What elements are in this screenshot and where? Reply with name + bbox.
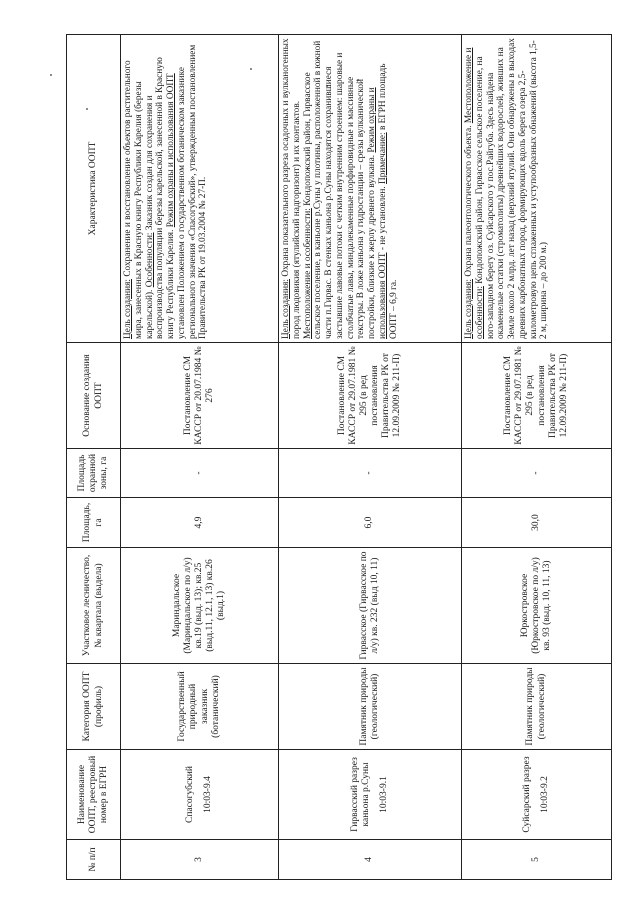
oopt-area: 6,0: [279, 498, 462, 548]
oopt-area: 4,9: [121, 498, 279, 548]
oopt-basis: Постановление СМ КАССР от 20.07.1984 № 276: [121, 343, 279, 449]
header-buffer: Площадь охранной зоны, га: [67, 449, 121, 498]
header-forestry: Участковое лесничество, № квартала (выдела): [67, 548, 121, 664]
header-description: Характеристика ООПТ: [67, 35, 121, 343]
oopt-registry-number: 10:03-9.2: [540, 776, 550, 813]
header-row: [67, 35, 121, 880]
row-number: 5: [462, 840, 612, 880]
oopt-registry-number: 10:03-9.1: [379, 776, 389, 813]
oopt-name: Спасогубский: [184, 766, 195, 823]
desc-label: Цель создания:: [464, 279, 474, 339]
desc-text: Охрана палеонтологического объекта.: [464, 125, 474, 279]
oopt-name: Суйсарский разрез: [521, 756, 532, 833]
oopt-forestry: Гирвасское (Гирвасское по л/у) кв. 232 (выд 10, 11): [279, 548, 462, 664]
desc-text: в ЕГРН площадь ООПТ – 6,9 га.: [378, 63, 399, 339]
row-number: 4: [279, 840, 462, 880]
desc-text: Охрана показательного разреза осадочных и вулканогенных пород людовикия (ятулийский надгоризонт) и их контактов.: [281, 38, 302, 339]
row-number: 3: [121, 840, 279, 880]
header-num: № п/п: [67, 840, 121, 880]
header-basis: Основание создания ООПТ: [67, 343, 121, 449]
oopt-registry-number: 10:03-9.4: [203, 776, 213, 813]
desc-label: Режим охраны и использования ООПТ: [166, 73, 177, 228]
oopt-table-rotated: [66, 35, 611, 880]
desc-text: Кондопожский район, Гирвасское сельское поселение, в каньоне р.Суны у плотины, расположенной в южной части п.Гирвас. В стенках каньона р.Суны находятся сохранившиеся застывшие лавовые потоки с четким внутренним строением: шаровые и столбчатые лавы, миндалекаменные порфировидные и массивные текстуры. В ложе каньона у гидростанции – срезы вулканической постройки, близкие к жерлу древнего вулкана.: [302, 40, 378, 339]
desc-label: Местоположение и особенности:: [464, 47, 485, 339]
desc-text: - не установлен.: [378, 186, 389, 253]
oopt-description: [462, 35, 612, 343]
header-name: Наименование ООПТ, реестровый номер в ЕГРН: [67, 750, 121, 840]
oopt-category: Памятник природы (геологический): [279, 664, 462, 750]
desc-text: Сохранение и восстановление объектов растительного мира, занесенных в Красную книгу Республики Карелия (березы карельской).: [123, 60, 155, 339]
oopt-description: [121, 35, 279, 343]
oopt-buffer-area: -: [279, 449, 462, 498]
oopt-basis: Постановление СМ КАССР от 29.07.1981 № 295 (в ред постановления Правительства РК от 12.09.2009 № 211-П): [462, 343, 612, 449]
scan-speck: [50, 74, 52, 76]
desc-text: Заказник создан для сохранения и воспроизводства популяции березы карельской, занесенной в Красную книгу Республики Карелия.: [144, 57, 177, 339]
oopt-buffer-area: -: [121, 449, 279, 498]
desc-label: Особенности:: [144, 232, 155, 288]
desc-label: Цель создания:: [123, 279, 133, 339]
oopt-name: Гирвасский разрез каньона р.Суны: [349, 757, 371, 832]
table-row: [462, 35, 612, 880]
oopt-category: Государственный природный заказник (ботанический): [121, 664, 279, 750]
oopt-name-cell: [121, 750, 279, 840]
desc-label: Примечание:: [378, 132, 389, 184]
oopt-area: 30,0: [462, 498, 612, 548]
table-row: [121, 35, 279, 880]
oopt-category: Памятник природы (геологический): [462, 664, 612, 750]
header-area: Площадь, га: [67, 498, 121, 548]
desc-label: Цель создания:: [281, 279, 291, 339]
oopt-forestry: Юркостровское (Юркостровское по л/у) кв. 93 (выд. 10, 11, 13): [462, 548, 612, 664]
desc-text: установлен Положением о государственном ботаническом заказнике регионального значения «Спасогубский», утвержденным постановлением Правительства РК от 19.03.2004 № 27-П.: [176, 44, 209, 339]
oopt-name-cell: [279, 750, 462, 840]
oopt-description: [279, 35, 462, 343]
desc-label: Местоположение и особенности:: [302, 208, 313, 339]
oopt-name-cell: [462, 750, 612, 840]
oopt-buffer-area: -: [462, 449, 612, 498]
table-row: [279, 35, 462, 880]
oopt-table: [66, 34, 612, 880]
header-category: Категория ООПТ (профиль): [67, 664, 121, 750]
oopt-basis: Постановление СМ КАССР от 29.07.1981 № 295 (в ред постановления Правительства РК от 12.09.2009 № 211-П): [279, 343, 462, 449]
desc-text: Кондопожский район, Гирвасское сельское поселение, на юго-западном берегу оз. Суйсарского у пос.Райгуба. Здесь найдена окаменелые остатки (строматолиты) древнейших водорослей, живших на Земле около 2 млрд. лет назад (верхний ятулий. Они обнаружены в выходах древних карбонатных пород, формирующих вдоль берега озера 2,5-километровую цепь сглаженных и уступообразных обнажений (высота 1,5-2 м, ширина – до 200 м.): [474, 38, 550, 339]
desc-label: Режим охраны и использования ООПТ: [367, 87, 389, 339]
oopt-forestry: Мариндальское (Мариндальское по л/у) кв.19 (выд. 13); кв.25 (выд.11, 12.1, 13) кв.26 (выд.1): [121, 548, 279, 664]
